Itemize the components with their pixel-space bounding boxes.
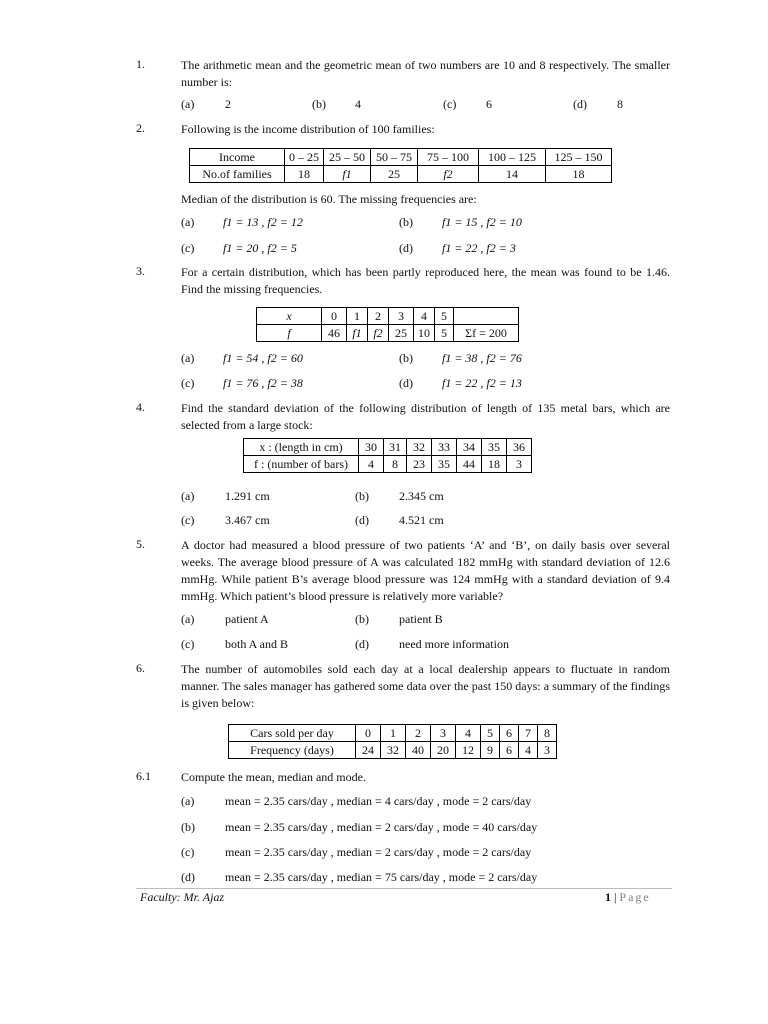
table-cell: 4 xyxy=(456,725,481,742)
table-cell: 3 xyxy=(538,742,557,759)
option-label: (a) xyxy=(181,351,195,365)
table-cell: f : (number of bars) xyxy=(244,456,359,473)
table-cell: 2 xyxy=(406,725,431,742)
table-cell: 4 xyxy=(359,456,384,473)
table-cell: 18 xyxy=(482,456,507,473)
table-cell: 25 – 50 xyxy=(324,149,371,166)
option-value: f1 = 13 , f2 = 12 xyxy=(223,215,303,229)
table-cell: 35 xyxy=(482,439,507,456)
table-cell: 5 xyxy=(481,725,500,742)
table-row xyxy=(190,166,612,183)
table-row xyxy=(244,456,532,473)
table-cell: x : (length in cm) xyxy=(244,439,359,456)
option-label: (d) xyxy=(355,513,369,527)
frequency-table xyxy=(256,307,519,342)
option-label: (c) xyxy=(181,241,195,255)
table-cell: 25 xyxy=(389,325,414,342)
table-cell: 0 – 25 xyxy=(285,149,324,166)
table-cell: 2 xyxy=(368,308,389,325)
option-label: (c) xyxy=(181,637,195,651)
table-cell: 5 xyxy=(435,308,454,325)
table-cell: 75 – 100 xyxy=(418,149,479,166)
table-cell: 36 xyxy=(507,439,532,456)
question-text: The number of automobiles sold each day at a local dealership appears to fluctuate in random manner. The sales manager has gathered some data over the past 150 days: a summary of the findings is given below: xyxy=(181,662,670,710)
option-value: f1 = 15 , f2 = 10 xyxy=(442,215,522,229)
table-cell: 1 xyxy=(381,725,406,742)
option-value: f1 = 54 , f2 = 60 xyxy=(223,351,303,365)
table-cell: x xyxy=(257,308,322,325)
table-cell: Income xyxy=(190,149,285,166)
option-value: 1.291 cm xyxy=(225,489,270,503)
option-value: mean = 2.35 cars/day , median = 4 cars/day , mode = 2 cars/day xyxy=(225,794,532,808)
table-cell: 40 xyxy=(406,742,431,759)
option-label: (d) xyxy=(573,97,587,111)
table-cell: f2 xyxy=(368,325,389,342)
question-text: Following is the income distribution of 100 families: xyxy=(181,122,435,136)
option-value: f1 = 38 , f2 = 76 xyxy=(442,351,522,365)
table-cell: 31 xyxy=(384,439,407,456)
table-cell: 0 xyxy=(356,725,381,742)
page-word: Page xyxy=(619,890,651,904)
option-value: patient B xyxy=(399,612,443,626)
option-value: 8 xyxy=(617,97,623,111)
option-label: (a) xyxy=(181,612,195,626)
option-value: need more information xyxy=(399,637,509,651)
option-value: 2 xyxy=(225,97,231,111)
option-value: f1 = 76 , f2 = 38 xyxy=(223,376,303,390)
footer-page xyxy=(605,890,651,905)
question-number: 4. xyxy=(136,400,145,414)
page-separator: | xyxy=(611,890,620,904)
table-cell: 0 xyxy=(322,308,347,325)
table-cell: 50 – 75 xyxy=(371,149,418,166)
table-cell: 3 xyxy=(431,725,456,742)
question-number: 6. xyxy=(136,661,145,675)
option-value: f1 = 20 , f2 = 5 xyxy=(223,241,297,255)
footer-divider xyxy=(136,888,672,889)
option-value: 2.345 cm xyxy=(399,489,444,503)
table-cell: 8 xyxy=(384,456,407,473)
option-label: (b) xyxy=(399,351,413,365)
table-cell: 23 xyxy=(407,456,432,473)
option-value: f1 = 22 , f2 = 13 xyxy=(442,376,522,390)
question-text: Compute the mean, median and mode. xyxy=(181,770,366,784)
option-label: (c) xyxy=(181,845,195,859)
table-row xyxy=(229,742,557,759)
income-distribution-table xyxy=(189,148,612,183)
option-label: (d) xyxy=(181,870,195,884)
option-value: 3.467 cm xyxy=(225,513,270,527)
table-cell: 125 – 150 xyxy=(546,149,612,166)
table-row xyxy=(244,439,532,456)
table-cell: 44 xyxy=(457,456,482,473)
table-cell: f2 xyxy=(418,166,479,183)
table-cell: Frequency (days) xyxy=(229,742,356,759)
question-text: A doctor had measured a blood pressure of two patients ‘A’ and ‘B’, on daily basis over several weeks. The average blood pressure of A was calculated 182 mmHg with standard deviation of 12.6 mmHg. While patient B’s average blood pressure was 124 mmHg with a standard deviation of 9.4 mmHg. Which patient’s blood pressure is relatively more variable? xyxy=(181,538,670,603)
table-cell: 14 xyxy=(479,166,546,183)
option-value: 4 xyxy=(355,97,361,111)
table-cell: 32 xyxy=(407,439,432,456)
table-cell: 5 xyxy=(435,325,454,342)
option-label: (a) xyxy=(181,794,195,808)
table-cell: 18 xyxy=(546,166,612,183)
table-cell: 6 xyxy=(500,742,519,759)
table-cell: No.of families xyxy=(190,166,285,183)
table-cell: 6 xyxy=(500,725,519,742)
table-row xyxy=(190,149,612,166)
table-row xyxy=(257,325,519,342)
question-note: Median of the distribution is 60. The missing frequencies are: xyxy=(181,192,477,206)
option-label: (a) xyxy=(181,215,195,229)
option-label: (d) xyxy=(355,637,369,651)
table-cell: 25 xyxy=(371,166,418,183)
table-cell: 100 – 125 xyxy=(479,149,546,166)
table-cell: 32 xyxy=(381,742,406,759)
table-cell: 24 xyxy=(356,742,381,759)
table-cell: 4 xyxy=(414,308,435,325)
question-number: 1. xyxy=(136,57,145,71)
option-label: (b) xyxy=(355,612,369,626)
option-value: mean = 2.35 cars/day , median = 2 cars/day , mode = 2 cars/day xyxy=(225,845,532,859)
question-text: For a certain distribution, which has been partly reproduced here, the mean was found to be 1.46. Find the missing frequencies. xyxy=(181,265,670,296)
table-cell: 12 xyxy=(456,742,481,759)
option-label: (a) xyxy=(181,489,195,503)
table-cell: 7 xyxy=(519,725,538,742)
option-value: 4.521 cm xyxy=(399,513,444,527)
footer-faculty: Faculty: Mr. Ajaz xyxy=(140,890,225,904)
table-cell: 3 xyxy=(389,308,414,325)
table-cell: 1 xyxy=(347,308,368,325)
option-value: f1 = 22 , f2 = 3 xyxy=(442,241,516,255)
page-number: 1 xyxy=(605,890,611,904)
option-value: 6 xyxy=(486,97,492,111)
table-cell: 18 xyxy=(285,166,324,183)
question-number: 5. xyxy=(136,537,145,551)
question-number: 6.1 xyxy=(136,769,151,783)
option-value: patient A xyxy=(225,612,269,626)
option-label: (d) xyxy=(399,241,413,255)
metal-bars-table xyxy=(243,438,532,473)
table-cell: 33 xyxy=(432,439,457,456)
question-number: 3. xyxy=(136,264,145,278)
option-value: both A and B xyxy=(225,637,289,651)
table-cell xyxy=(454,308,519,325)
option-label: (b) xyxy=(399,215,413,229)
table-cell: 8 xyxy=(538,725,557,742)
table-cell: 20 xyxy=(431,742,456,759)
question-text: Find the standard deviation of the following distribution of length of 135 metal bars, which are selected from a large stock: xyxy=(181,401,670,432)
option-label: (b) xyxy=(355,489,369,503)
question-text: The arithmetic mean and the geometric mean of two numbers are 10 and 8 respectively. The smaller number is: xyxy=(181,58,670,89)
table-cell: 3 xyxy=(507,456,532,473)
table-cell: 4 xyxy=(519,742,538,759)
table-cell: f1 xyxy=(347,325,368,342)
option-label: (d) xyxy=(399,376,413,390)
table-cell: f xyxy=(257,325,322,342)
option-label: (b) xyxy=(312,97,326,111)
table-cell: 34 xyxy=(457,439,482,456)
table-row xyxy=(257,308,519,325)
table-cell: Cars sold per day xyxy=(229,725,356,742)
table-cell: 9 xyxy=(481,742,500,759)
table-cell: 10 xyxy=(414,325,435,342)
table-cell: f1 xyxy=(324,166,371,183)
question-number: 2. xyxy=(136,121,145,135)
table-cell: 35 xyxy=(432,456,457,473)
option-label: (c) xyxy=(181,513,195,527)
table-row xyxy=(229,725,557,742)
table-cell: 46 xyxy=(322,325,347,342)
option-value: mean = 2.35 cars/day , median = 2 cars/day , mode = 40 cars/day xyxy=(225,820,538,834)
cars-sold-table xyxy=(228,724,557,759)
option-value: mean = 2.35 cars/day , median = 75 cars/day , mode = 2 cars/day xyxy=(225,870,538,884)
table-cell: 30 xyxy=(359,439,384,456)
option-label: (c) xyxy=(181,376,195,390)
table-cell: Σf = 200 xyxy=(454,325,519,342)
option-label: (b) xyxy=(181,820,195,834)
option-label: (a) xyxy=(181,97,195,111)
option-label: (c) xyxy=(443,97,457,111)
